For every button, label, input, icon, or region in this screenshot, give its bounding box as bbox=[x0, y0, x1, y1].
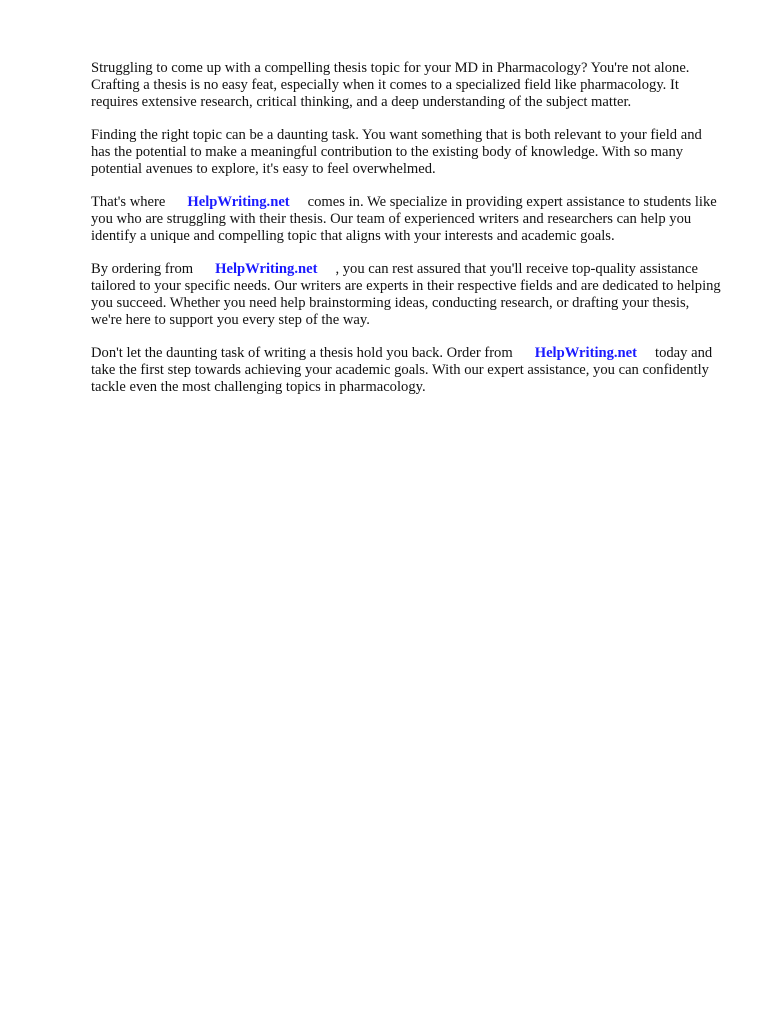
paragraph-ordering bbox=[91, 261, 721, 329]
paragraph-text-after: comes in. We specialize in providing expert assistance to students like you who are struggling with their thesis. Our team of experienced writers and researchers can help you identify a unique and compelling topic that aligns with your interests and academic goals. bbox=[91, 194, 717, 244]
paragraph-text-before: Don't let the daunting task of writing a thesis hold you back. Order from bbox=[91, 345, 513, 361]
paragraph-topic: Finding the right topic can be a daunting task. You want something that is both relevant to your field and has the potential to make a meaningful contribution to the existing body of knowledge. With so many potential avenues to explore, it's easy to feel overwhelmed. bbox=[91, 127, 702, 177]
helpwriting-link[interactable]: HelpWriting.net bbox=[534, 345, 638, 361]
paragraph-text-after: today and take the first step towards achieving your academic goals. With our expert assistance, you can confidently tackle even the most challenging topics in pharmacology. bbox=[91, 345, 713, 395]
paragraph-text-after: , you can rest assured that you'll receive top-quality assistance tailored to your specific needs. Our writers are experts in their respective fields and are dedicated to helping you succeed. Whether you need help brainstorming ideas, conducting research, or drafting your thesis, we're here to support you every step of the way. bbox=[91, 261, 721, 328]
paragraph-text-before: That's where bbox=[91, 194, 166, 210]
helpwriting-link[interactable]: HelpWriting.net bbox=[187, 194, 290, 210]
paragraph-text-before: By ordering from bbox=[91, 261, 194, 277]
document-page bbox=[91, 60, 721, 412]
paragraph-closing bbox=[91, 345, 721, 396]
paragraph-intro: Struggling to come up with a compelling thesis topic for your MD in Pharmacology? You're not alone. Crafting a thesis is no easy feat, especially when it comes to a specialized field like pharmacology. It requires extensive research, critical thinking, and a deep understanding of the subject matter. bbox=[91, 60, 690, 110]
paragraph-thats-where bbox=[91, 194, 721, 245]
helpwriting-link[interactable]: HelpWriting.net bbox=[215, 261, 318, 277]
